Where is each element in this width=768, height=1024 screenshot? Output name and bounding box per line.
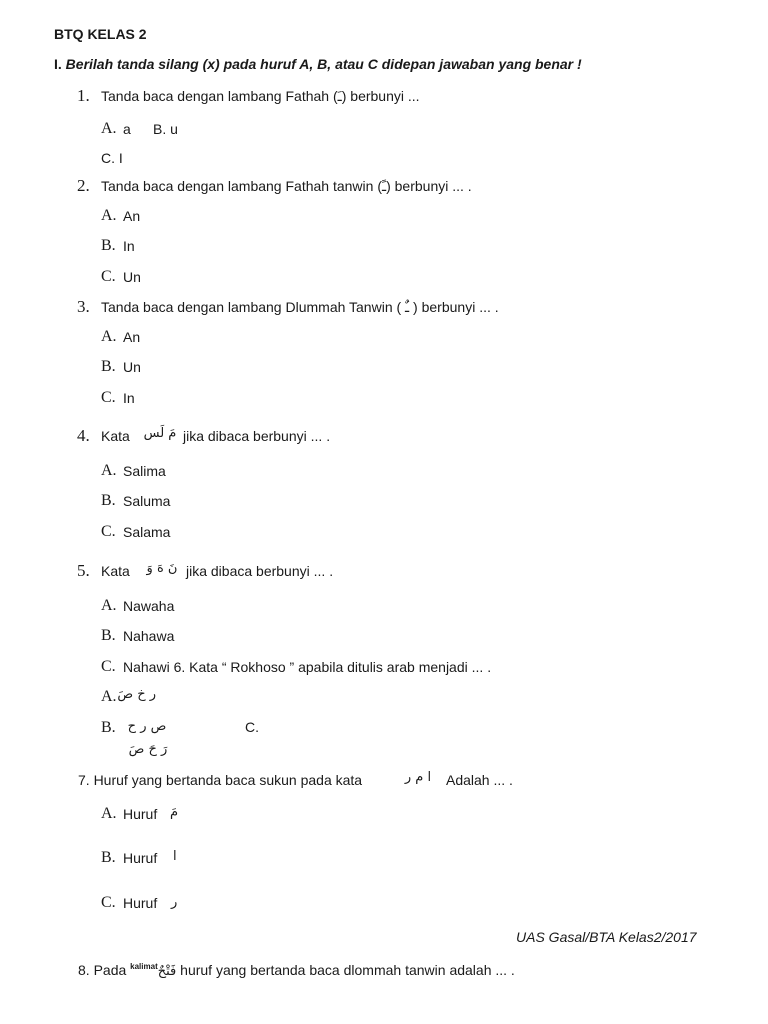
q2-option-a-text: An	[123, 208, 141, 224]
q4-option-c-letter[interactable]: C.	[101, 523, 116, 540]
question-7-text-after: Adalah ... .	[446, 772, 513, 788]
q1-option-b-letter: B.	[153, 121, 167, 137]
q3-option-a-letter[interactable]: A.	[101, 328, 117, 345]
q1-option-b[interactable]	[153, 122, 178, 136]
q4-option-a-letter[interactable]: A.	[101, 462, 117, 479]
question-4-text-before: Kata	[101, 428, 130, 444]
q7-option-a-letter[interactable]: A.	[101, 805, 117, 822]
question-8	[78, 963, 515, 978]
question-5-arabic-word: نَ هَ وَ	[146, 561, 178, 576]
question-7-arabic-word: ا م ر	[404, 770, 432, 785]
q7-option-b-letter[interactable]: B.	[101, 849, 116, 866]
question-8-small-label: kalimat	[130, 962, 158, 971]
q1-option-a-text: a	[123, 121, 131, 137]
question-2-number: 2.	[77, 176, 90, 195]
question-3-text: Tanda baca dengan lambang Dlummah Tanwin ( ـٌ ) berbunyi ... .	[101, 299, 499, 315]
instruction-text: Berilah tanda silang (x) pada huruf A, B, atau C didepan jawaban yang benar !	[65, 56, 582, 72]
q4-option-b-text: Saluma	[123, 493, 171, 509]
question-5-text-after: jika dibaca berbunyi ... .	[186, 563, 334, 579]
q6-option-a-letter[interactable]: A.	[101, 688, 117, 705]
question-7-text-before: 7. Huruf yang bertanda baca sukun pada kata	[78, 772, 363, 788]
q6-option-c-letter[interactable]: C.	[245, 719, 259, 735]
q2-option-b-letter[interactable]: B.	[101, 237, 116, 254]
q7-option-a-arabic: مَ	[170, 805, 179, 820]
q2-option-b-text: In	[123, 238, 135, 254]
question-4-number: 4.	[77, 426, 90, 445]
q5-option-a-letter[interactable]: A.	[101, 597, 117, 614]
q5-option-c-text: Nahawi 6. Kata “ Rokhoso ” apabila ditulis arab menjadi ... .	[123, 659, 492, 675]
q1-option-c[interactable]: C. I	[101, 150, 123, 166]
q5-option-c-letter[interactable]: C.	[101, 658, 116, 675]
q2-option-a-letter[interactable]: A.	[101, 207, 117, 224]
q7-option-c-letter[interactable]: C.	[101, 894, 116, 911]
question-8-text-before: 8. Pada	[78, 962, 127, 978]
question-1-number: 1.	[77, 86, 90, 105]
q6-option-a-arabic: ر خ صَ	[117, 687, 156, 702]
instruction-prefix: I.	[54, 56, 66, 72]
q5-option-b-text: Nahawa	[123, 628, 175, 644]
q7-option-c-text: Huruf	[123, 895, 158, 911]
question-5-number: 5.	[77, 561, 90, 580]
q4-option-a-text: Salima	[123, 463, 166, 479]
question-8-arabic-word: فَتْحٌ	[157, 964, 177, 979]
q4-option-c-text: Salama	[123, 524, 171, 540]
q3-option-c-text: In	[123, 390, 135, 406]
q4-option-b-letter[interactable]: B.	[101, 492, 116, 509]
q6-option-b-arabic: ص ر ح	[127, 719, 167, 734]
q5-option-a-text: Nawaha	[123, 598, 175, 614]
page-footer: UAS Gasal/BTA Kelas2/2017	[516, 929, 697, 945]
question-3-number: 3.	[77, 297, 90, 316]
question-1-text: Tanda baca dengan lambang Fathah (ـَ) berbunyi ...	[101, 88, 420, 104]
question-2-text: Tanda baca dengan lambang Fathah tanwin (ـً) berbunyi ... .	[101, 178, 472, 194]
q7-option-a-text: Huruf	[123, 806, 158, 822]
q7-option-b-text: Huruf	[123, 850, 158, 866]
question-5-text-before: Kata	[101, 563, 130, 579]
q1-option-b-text: u	[170, 121, 178, 137]
page-title: BTQ KELAS 2	[54, 26, 147, 42]
question-4-text-after: jika dibaca berbunyi ... .	[183, 428, 331, 444]
q7-option-b-arabic: ا	[173, 849, 177, 864]
q2-option-c-letter[interactable]: C.	[101, 268, 116, 285]
q3-option-a-text: An	[123, 329, 141, 345]
q1-option-a-letter[interactable]: A.	[101, 120, 117, 137]
question-4-arabic-word: مَ لَس	[143, 426, 177, 441]
q3-option-b-text: Un	[123, 359, 141, 375]
q3-option-c-letter[interactable]: C.	[101, 389, 116, 406]
q6-option-b-letter[interactable]: B.	[101, 719, 116, 736]
q7-option-c-arabic: ر	[171, 895, 178, 910]
q3-option-b-letter[interactable]: B.	[101, 358, 116, 375]
q2-option-c-text: Un	[123, 269, 141, 285]
question-8-text-after: huruf yang bertanda baca dlommah tanwin adalah ... .	[180, 962, 515, 978]
q5-option-b-letter[interactable]: B.	[101, 627, 116, 644]
q6-option-c-arabic: رَ حَ صَ	[128, 742, 168, 757]
instruction	[54, 57, 582, 71]
